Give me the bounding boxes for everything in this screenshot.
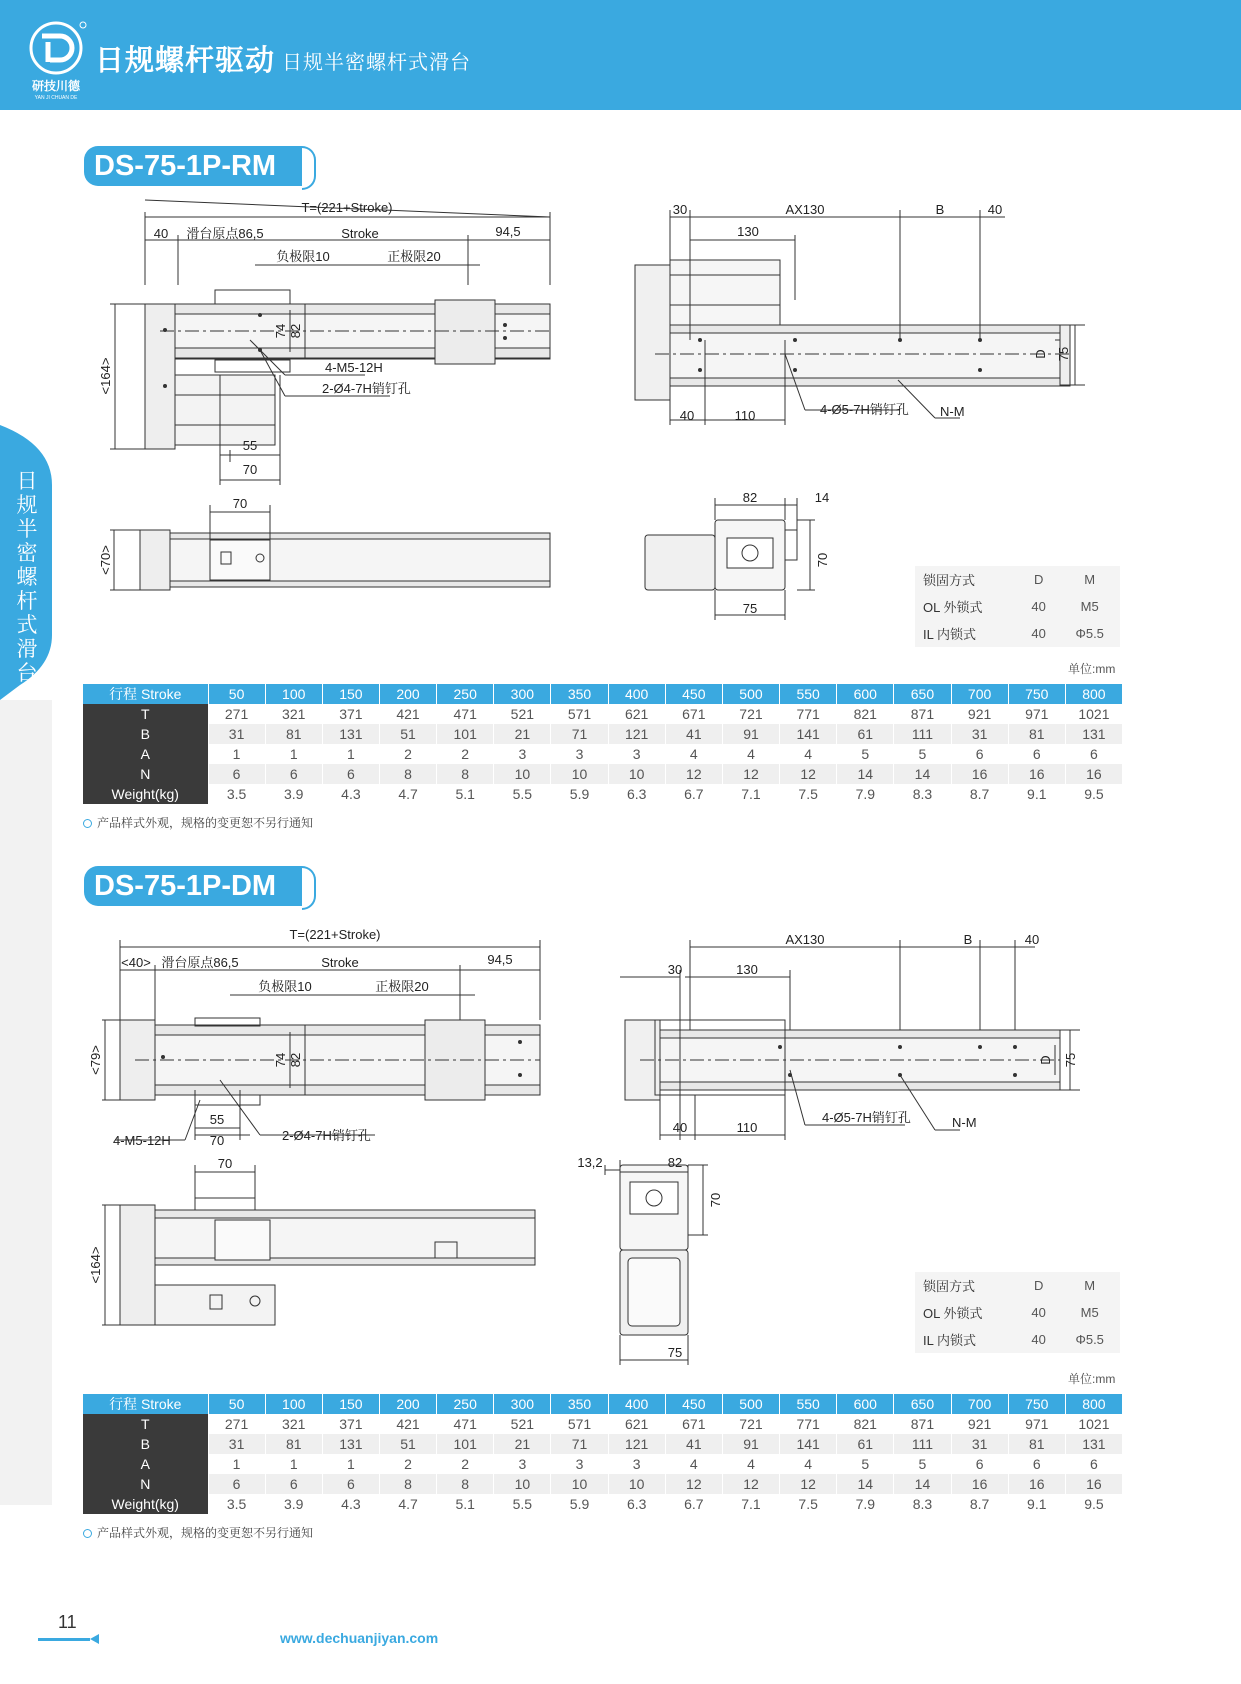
dim-40: 40 <box>153 226 169 241</box>
spec-cell: 1021 <box>1065 704 1122 724</box>
page-number: 11 <box>58 1612 77 1632</box>
dim-13-2-dm: 13,2 <box>577 1155 603 1170</box>
spec-cell: 12 <box>722 1474 779 1494</box>
dim-70-dm: 70 <box>209 1133 225 1148</box>
dim-30-dm: 30 <box>667 962 683 977</box>
spec-cell: 8 <box>437 764 494 784</box>
stroke-col: 150 <box>322 1394 379 1414</box>
dim-d: D <box>1033 349 1048 359</box>
page-header <box>0 0 1241 110</box>
spec-cell: 5 <box>894 1454 951 1474</box>
spec-cell: 871 <box>894 704 951 724</box>
callout-pin4-dm: 2-Ø4-7H销钉孔 <box>282 1128 371 1143</box>
spec-cell: 7.1 <box>722 1494 779 1514</box>
dim-d-dm: D <box>1038 1055 1053 1065</box>
spec-cell: 571 <box>551 704 608 724</box>
dim-40c: 40 <box>679 408 695 423</box>
spec-cell: 1 <box>322 744 379 764</box>
stroke-col: 600 <box>837 684 894 704</box>
stroke-col: 450 <box>665 684 722 704</box>
dim-origin: 滑台原点86,5 <box>186 226 264 241</box>
spec-cell: 5.1 <box>437 1494 494 1514</box>
callout-pin5: 4-Ø5-7H销钉孔 <box>820 402 909 417</box>
dim-stroke: Stroke <box>341 226 379 241</box>
spec-cell: 61 <box>837 1434 894 1454</box>
spec-cell: 51 <box>379 1434 436 1454</box>
stroke-col: 650 <box>894 684 951 704</box>
stroke-col: 400 <box>608 1394 665 1414</box>
spec-cell: 3.5 <box>208 784 265 804</box>
spec-cell: 2 <box>437 744 494 764</box>
spec-cell: 10 <box>551 764 608 784</box>
dim-70: 70 <box>242 462 258 477</box>
spec-cell: 521 <box>494 1414 551 1434</box>
spec-cell: 12 <box>722 764 779 784</box>
spec-cell: 6.3 <box>608 784 665 804</box>
stroke-col: 150 <box>322 684 379 704</box>
dim-75b: 75 <box>742 601 758 616</box>
dim-75b-dm: 75 <box>667 1345 683 1360</box>
spec-cell: 3 <box>551 744 608 764</box>
dim-82b: 82 <box>742 490 758 505</box>
spec-cell: 2 <box>437 1454 494 1474</box>
website-link[interactable]: www.dechuanjiyan.com <box>280 1630 439 1646</box>
callout-m5-dm: 4-M5-12H <box>113 1133 171 1148</box>
spec-cell: 41 <box>665 724 722 744</box>
spec-cell: 621 <box>608 704 665 724</box>
row-label: T <box>83 1414 208 1434</box>
spec-cell: 121 <box>608 724 665 744</box>
spec-cell: 91 <box>722 724 779 744</box>
dim-stroke-dm: Stroke <box>321 955 359 970</box>
spec-cell: 671 <box>665 704 722 724</box>
spec-cell: 14 <box>894 764 951 784</box>
row-label: T <box>83 704 208 724</box>
pos-limit-dm: 正极限20 <box>375 979 429 994</box>
dim-82b-dm: 82 <box>667 1155 683 1170</box>
spec-cell: 111 <box>894 1434 951 1454</box>
spec-cell: 671 <box>665 1414 722 1434</box>
spec-row <box>83 784 1123 804</box>
spec-cell: 6 <box>322 1474 379 1494</box>
dim-70c-dm: 70 <box>708 1192 723 1208</box>
spec-cell: 71 <box>551 724 608 744</box>
row-label: N <box>83 1474 208 1494</box>
spec-cell: 4.3 <box>322 1494 379 1514</box>
spec-cell: 6 <box>1008 1454 1065 1474</box>
spec-cell: 3 <box>608 1454 665 1474</box>
spec-cell: 2 <box>379 1454 436 1474</box>
spec-cell: 131 <box>322 724 379 744</box>
spec-cell: 14 <box>837 764 894 784</box>
spec-cell: 6.3 <box>608 1494 665 1514</box>
dim-94-5: 94,5 <box>495 224 521 239</box>
stroke-col: 750 <box>1008 1394 1065 1414</box>
model-title-dm: DS-75-1P-DM <box>84 866 302 906</box>
stroke-col: 250 <box>437 684 494 704</box>
spec-cell: 2 <box>379 744 436 764</box>
spec-row <box>83 744 1123 764</box>
dim-40c-dm: 40 <box>672 1120 688 1135</box>
spec-cell: 1 <box>322 1454 379 1474</box>
spec-cell: 321 <box>265 704 322 724</box>
spec-cell: 121 <box>608 1434 665 1454</box>
unit-label-rm: 单位:mm <box>1068 662 1116 676</box>
dim-55: 55 <box>242 438 258 453</box>
spec-row <box>83 704 1123 724</box>
spec-row <box>83 1454 1123 1474</box>
spec-cell: 21 <box>494 1434 551 1454</box>
spec-cell: 471 <box>437 1414 494 1434</box>
dim-164-dm: <164> <box>88 1246 103 1284</box>
spec-cell: 5 <box>894 744 951 764</box>
spec-cell: 81 <box>265 1434 322 1454</box>
spec-cell: 3.9 <box>265 1494 322 1514</box>
side-tab-text: 日规半密螺杆式滑台 <box>16 470 38 685</box>
spec-cell: 1021 <box>1065 1414 1122 1434</box>
dim-130: 130 <box>737 224 759 239</box>
spec-cell: 821 <box>837 1414 894 1434</box>
spec-cell: 3 <box>608 744 665 764</box>
spec-cell: 521 <box>494 704 551 724</box>
spec-cell: 7.5 <box>780 784 837 804</box>
spec-cell: 81 <box>1008 724 1065 744</box>
spec-row <box>83 1414 1123 1434</box>
row-label: A <box>83 1454 208 1474</box>
spec-cell: 3 <box>551 1454 608 1474</box>
dim-79-dm: <79> <box>88 1045 103 1075</box>
spec-cell: 5.9 <box>551 784 608 804</box>
page-line <box>38 1638 90 1641</box>
spec-cell: 9.1 <box>1008 784 1065 804</box>
brand-title: 日规螺杆驱动 <box>95 45 276 77</box>
spec-cell: 131 <box>1065 724 1122 744</box>
dim-30: 30 <box>672 202 688 217</box>
spec-cell: 21 <box>494 724 551 744</box>
spec-cell: 4 <box>665 744 722 764</box>
dim-82-dm: 82 <box>288 1052 303 1068</box>
spec-cell: 371 <box>322 704 379 724</box>
spec-cell: 4.7 <box>379 784 436 804</box>
spec-cell: 5.5 <box>494 784 551 804</box>
spec-cell: 81 <box>265 724 322 744</box>
pos-limit: 正极限20 <box>387 249 441 264</box>
spec-cell: 9.1 <box>1008 1494 1065 1514</box>
spec-cell: 6 <box>265 1474 322 1494</box>
dim-t-formula: T=(221+Stroke) <box>301 200 393 215</box>
row-label: B <box>83 1434 208 1454</box>
spec-cell: 12 <box>780 764 837 784</box>
stroke-col: 50 <box>208 1394 265 1414</box>
spec-cell: 1 <box>208 1454 265 1474</box>
dim-74: 74 <box>273 323 288 339</box>
spec-header-label: 行程 Stroke <box>83 1394 208 1414</box>
spec-cell: 6 <box>1008 744 1065 764</box>
spec-cell: 371 <box>322 1414 379 1434</box>
spec-cell: 12 <box>665 1474 722 1494</box>
spec-cell: 10 <box>551 1474 608 1494</box>
spec-cell: 5.1 <box>437 784 494 804</box>
stroke-col: 500 <box>722 684 779 704</box>
spec-cell: 1 <box>265 1454 322 1474</box>
page-arrow-icon <box>90 1634 99 1644</box>
stroke-col: 750 <box>1008 684 1065 704</box>
dim-h70: <70> <box>98 545 113 575</box>
spec-cell: 5.5 <box>494 1494 551 1514</box>
dim-70b-dm: 70 <box>217 1156 233 1171</box>
spec-cell: 51 <box>379 724 436 744</box>
spec-cell: 16 <box>951 764 1008 784</box>
spec-cell: 31 <box>208 1434 265 1454</box>
spec-row <box>83 1494 1123 1514</box>
dim-b: B <box>935 202 945 217</box>
dim-55-dm: 55 <box>209 1112 225 1127</box>
neg-limit: 负极限10 <box>276 249 330 264</box>
callout-pin4: 2-Ø4-7H销钉孔 <box>322 381 411 396</box>
dim-40b: 40 <box>987 202 1003 217</box>
spec-header-row <box>83 684 1123 704</box>
spec-cell: 10 <box>608 1474 665 1494</box>
dim-75-dm: 75 <box>1063 1052 1078 1068</box>
callout-pin5-dm: 4-Ø5-7H销钉孔 <box>822 1110 911 1125</box>
row-label: Weight(kg) <box>83 1494 208 1514</box>
stroke-col: 300 <box>494 1394 551 1414</box>
spec-cell: 9.5 <box>1065 1494 1122 1514</box>
dim-70c: 70 <box>815 552 830 568</box>
spec-cell: 41 <box>665 1434 722 1454</box>
row-label: Weight(kg) <box>83 784 208 804</box>
stroke-col: 350 <box>551 1394 608 1414</box>
spec-cell: 16 <box>951 1474 1008 1494</box>
spec-cell: 6 <box>265 764 322 784</box>
stroke-col: 800 <box>1065 684 1122 704</box>
spec-cell: 4 <box>722 744 779 764</box>
spec-cell: 4.7 <box>379 1494 436 1514</box>
stroke-col: 300 <box>494 684 551 704</box>
spec-cell: 8.3 <box>894 784 951 804</box>
spec-cell: 31 <box>208 724 265 744</box>
spec-row <box>83 764 1123 784</box>
spec-cell: 61 <box>837 724 894 744</box>
spec-cell: 321 <box>265 1414 322 1434</box>
spec-cell: 6 <box>1065 744 1122 764</box>
spec-cell: 16 <box>1065 1474 1122 1494</box>
spec-cell: 16 <box>1008 764 1065 784</box>
spec-cell: 6 <box>208 764 265 784</box>
spec-cell: 6.7 <box>665 784 722 804</box>
spec-table-rm <box>83 684 1123 804</box>
stroke-col: 100 <box>265 684 322 704</box>
spec-cell: 7.1 <box>722 784 779 804</box>
stroke-col: 200 <box>379 684 436 704</box>
row-label: N <box>83 764 208 784</box>
dim-40-dm: <40> <box>121 955 151 970</box>
spec-cell: 14 <box>837 1474 894 1494</box>
dim-74-dm: 74 <box>273 1052 288 1068</box>
spec-cell: 141 <box>780 1434 837 1454</box>
spec-cell: 971 <box>1008 704 1065 724</box>
note-dm: 产品样式外观，规格的变更恕不另行通知 <box>83 1524 313 1541</box>
callout-nm-dm: N-M <box>952 1115 977 1130</box>
spec-cell: 4 <box>780 744 837 764</box>
neg-limit-dm: 负极限10 <box>258 979 312 994</box>
dim-130-dm: 130 <box>736 962 758 977</box>
spec-cell: 6 <box>951 744 1008 764</box>
spec-cell: 271 <box>208 704 265 724</box>
stroke-col: 50 <box>208 684 265 704</box>
spec-cell: 921 <box>951 1414 1008 1434</box>
stroke-col: 600 <box>837 1394 894 1414</box>
spec-cell: 3.5 <box>208 1494 265 1514</box>
dim-110-dm: 110 <box>736 1120 758 1135</box>
spec-cell: 31 <box>951 1434 1008 1454</box>
spec-cell: 12 <box>665 764 722 784</box>
spec-cell: 91 <box>722 1434 779 1454</box>
spec-cell: 10 <box>608 764 665 784</box>
dim-14: 14 <box>814 490 830 505</box>
stroke-col: 800 <box>1065 1394 1122 1414</box>
spec-cell: 6 <box>951 1454 1008 1474</box>
spec-table-dm <box>83 1394 1123 1514</box>
stroke-col: 450 <box>665 1394 722 1414</box>
spec-cell: 111 <box>894 724 951 744</box>
lock-table-rm: 锁固方式 D M OL 外锁式 40 M5 IL 内锁式 40 Φ5.5 <box>915 566 1120 647</box>
spec-cell: 271 <box>208 1414 265 1434</box>
spec-cell: 771 <box>780 704 837 724</box>
dim-ax130: AX130 <box>785 202 825 217</box>
dim-82: 82 <box>288 323 303 339</box>
stroke-col: 100 <box>265 1394 322 1414</box>
stroke-col: 700 <box>951 684 1008 704</box>
logo-latin: YAN JI CHUAN DE <box>34 95 78 101</box>
spec-cell: 571 <box>551 1414 608 1434</box>
spec-cell: 1 <box>208 744 265 764</box>
spec-cell: 8.3 <box>894 1494 951 1514</box>
spec-cell: 12 <box>780 1474 837 1494</box>
stroke-col: 550 <box>780 684 837 704</box>
spec-cell: 921 <box>951 704 1008 724</box>
brand-subtitle: 日规半密螺杆式滑台 <box>282 52 471 74</box>
spec-cell: 821 <box>837 704 894 724</box>
spec-cell: 1 <box>265 744 322 764</box>
spec-header-row <box>83 1394 1123 1414</box>
spec-cell: 771 <box>780 1414 837 1434</box>
stroke-col: 650 <box>894 1394 951 1414</box>
spec-cell: 3 <box>494 744 551 764</box>
spec-cell: 81 <box>1008 1434 1065 1454</box>
spec-cell: 7.9 <box>837 784 894 804</box>
spec-cell: 8.7 <box>951 1494 1008 1514</box>
dim-b-dm: B <box>963 932 973 947</box>
spec-cell: 471 <box>437 704 494 724</box>
dim-164: <164> <box>98 357 113 395</box>
spec-cell: 7.9 <box>837 1494 894 1514</box>
stroke-col: 500 <box>722 1394 779 1414</box>
callout-m5: 4-M5-12H <box>325 360 383 375</box>
spec-cell: 16 <box>1008 1474 1065 1494</box>
spec-cell: 421 <box>379 704 436 724</box>
spec-cell: 6 <box>1065 1454 1122 1474</box>
spec-cell: 8 <box>379 1474 436 1494</box>
spec-cell: 4 <box>780 1454 837 1474</box>
spec-cell: 8.7 <box>951 784 1008 804</box>
row-label: A <box>83 744 208 764</box>
spec-row <box>83 1474 1123 1494</box>
spec-cell: 5.9 <box>551 1494 608 1514</box>
stroke-col: 550 <box>780 1394 837 1414</box>
spec-cell: 31 <box>951 724 1008 744</box>
spec-cell: 6.7 <box>665 1494 722 1514</box>
model-title-rm: DS-75-1P-RM <box>84 146 302 186</box>
spec-cell: 10 <box>494 1474 551 1494</box>
spec-cell: 14 <box>894 1474 951 1494</box>
spec-header-label: 行程 Stroke <box>83 684 208 704</box>
note-rm: 产品样式外观，规格的变更恕不另行通知 <box>83 814 313 831</box>
dim-75: 75 <box>1056 346 1071 362</box>
dim-40b-dm: 40 <box>1024 932 1040 947</box>
spec-cell: 5 <box>837 744 894 764</box>
spec-cell: 421 <box>379 1414 436 1434</box>
spec-cell: 141 <box>780 724 837 744</box>
spec-cell: 4 <box>665 1454 722 1474</box>
spec-cell: 8 <box>437 1474 494 1494</box>
dim-94-5-dm: 94,5 <box>487 952 513 967</box>
spec-cell: 9.5 <box>1065 784 1122 804</box>
spec-cell: 871 <box>894 1414 951 1434</box>
stroke-col: 350 <box>551 684 608 704</box>
spec-cell: 8 <box>379 764 436 784</box>
dim-origin-dm: 滑台原点86,5 <box>161 955 239 970</box>
spec-cell: 7.5 <box>780 1494 837 1514</box>
spec-cell: 131 <box>322 1434 379 1454</box>
spec-cell: 101 <box>437 724 494 744</box>
unit-label-dm: 单位:mm <box>1068 1372 1116 1386</box>
spec-cell: 10 <box>494 764 551 784</box>
spec-cell: 71 <box>551 1434 608 1454</box>
spec-cell: 6 <box>208 1474 265 1494</box>
dim-ax130-dm: AX130 <box>785 932 825 947</box>
stroke-col: 200 <box>379 1394 436 1414</box>
stroke-col: 250 <box>437 1394 494 1414</box>
spec-row <box>83 1434 1123 1454</box>
spec-cell: 131 <box>1065 1434 1122 1454</box>
dim-t-formula-dm: T=(221+Stroke) <box>289 927 381 942</box>
spec-cell: 621 <box>608 1414 665 1434</box>
spec-cell: 101 <box>437 1434 494 1454</box>
lock-table-dm: 锁固方式 D M OL 外锁式 40 M5 IL 内锁式 40 Φ5.5 <box>915 1272 1120 1353</box>
spec-cell: 3.9 <box>265 784 322 804</box>
company-logo-icon <box>28 20 88 100</box>
dim-70b: 70 <box>232 496 248 511</box>
spec-cell: 4.3 <box>322 784 379 804</box>
spec-cell: 3 <box>494 1454 551 1474</box>
spec-cell: 6 <box>322 764 379 784</box>
callout-nm: N-M <box>940 404 965 419</box>
spec-cell: 5 <box>837 1454 894 1474</box>
spec-cell: 4 <box>722 1454 779 1474</box>
dim-110: 110 <box>734 408 756 423</box>
stroke-col: 700 <box>951 1394 1008 1414</box>
spec-cell: 971 <box>1008 1414 1065 1434</box>
logo-text: 研技川德 <box>31 79 81 93</box>
spec-cell: 721 <box>722 1414 779 1434</box>
spec-cell: 16 <box>1065 764 1122 784</box>
stroke-col: 400 <box>608 684 665 704</box>
spec-cell: 721 <box>722 704 779 724</box>
spec-row <box>83 724 1123 744</box>
row-label: B <box>83 724 208 744</box>
